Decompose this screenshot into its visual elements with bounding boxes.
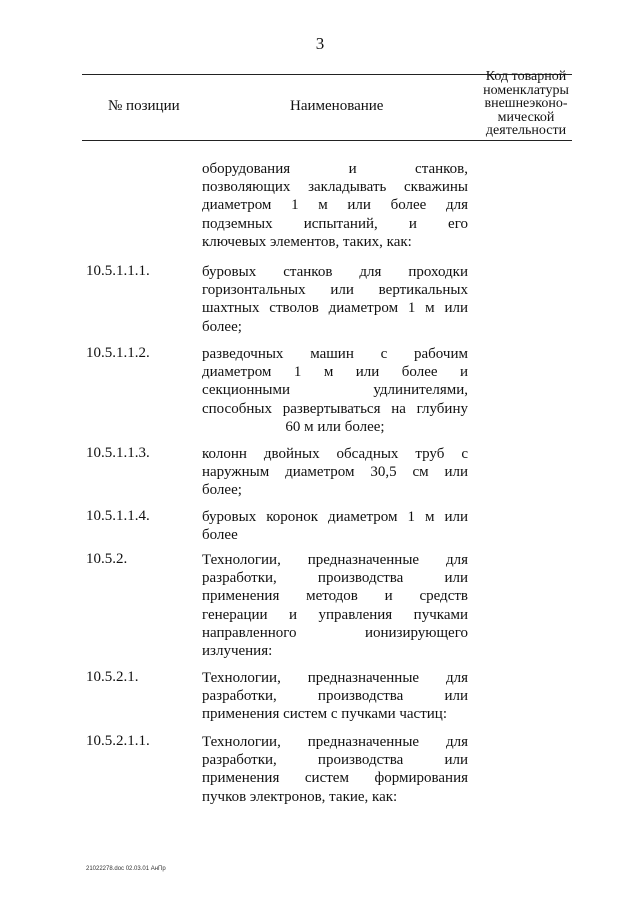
- row-text-line: оборудования и станков,: [202, 161, 468, 177]
- row-position-number: 10.5.2.1.1.: [86, 733, 150, 749]
- row-text-line: шахтных стволов диаметром 1 м или: [202, 300, 468, 317]
- row-text-line: диаметром 1 м или более и: [202, 364, 468, 381]
- row-text-line: пучков электронов, такие, как:: [202, 788, 398, 805]
- row-text-line: излучения:: [202, 642, 273, 659]
- row-name-text: [202, 508, 468, 544]
- row-position-number: 10.5.1.1.4.: [86, 508, 150, 524]
- row-name-text: [202, 160, 468, 251]
- row-position-number: 10.5.1.1.1.: [86, 263, 150, 279]
- row-text-line: подземных испытаний, и его: [202, 215, 468, 232]
- row-position-number: 10.5.2.1.: [86, 669, 139, 685]
- row-name-text: [202, 669, 468, 724]
- row-text-line: применения методов и средств: [202, 588, 468, 605]
- row-text-line: ключевых элементов, таких, как:: [202, 233, 412, 250]
- header-code-label: [478, 70, 574, 138]
- header-bottom-rule: [82, 140, 572, 141]
- row-text-line: колонн двойных обсадных труб с: [202, 446, 468, 462]
- row-text-line: направленного ионизирующего: [202, 624, 468, 641]
- row-text-line: 60 м или более;: [285, 418, 385, 435]
- row-text-line: способных развертываться на глубину: [202, 400, 468, 417]
- row-text-line: разработки, производства или: [202, 688, 468, 705]
- row-text-line: наружным диаметром 30,5 см или: [202, 464, 468, 481]
- row-text-line: секционными удлинителями,: [202, 382, 468, 399]
- row-text-line: позволяющих закладывать скважины: [202, 179, 468, 196]
- row-position-number: 10.5.1.1.3.: [86, 445, 150, 461]
- header-code-line: мической: [497, 109, 555, 125]
- row-text-line: буровых станков для проходки: [202, 264, 468, 280]
- header-name-label: Наименование: [290, 98, 384, 114]
- row-position-number: 10.5.2.: [86, 551, 128, 567]
- row-text-line: Технологии, предназначенные для: [202, 734, 468, 750]
- row-name-text: [202, 263, 468, 336]
- row-text-line: более;: [202, 318, 242, 335]
- row-text-line: разработки, производства или: [202, 570, 468, 587]
- header-code-line: деятельности: [485, 123, 567, 138]
- row-text-line: применения систем с пучками частиц:: [202, 706, 447, 723]
- row-text-line: Технологии, предназначенные для: [202, 552, 468, 568]
- row-text-line: разведочных машин с рабочим: [202, 346, 468, 362]
- footer-doc-id: 21022278.doc 02.03.01 АнПр: [86, 866, 166, 872]
- row-text-line: горизонтальных или вертикальных: [202, 282, 468, 299]
- row-position-number: 10.5.1.1.2.: [86, 345, 150, 361]
- row-name-text: [202, 551, 468, 660]
- row-name-text: [202, 445, 468, 500]
- row-text-line: Технологии, предназначенные для: [202, 670, 468, 686]
- page-number: 3: [315, 34, 325, 53]
- row-text-line: применения систем формирования: [202, 770, 468, 787]
- row-text-line: разработки, производства или: [202, 752, 468, 769]
- header-code-line: номенклатуры: [483, 82, 569, 98]
- row-text-line: более;: [202, 482, 242, 499]
- header-position-label: № позиции: [108, 98, 180, 114]
- header-code-line: внешнеэконо-: [484, 96, 568, 111]
- row-text-line: буровых коронок диаметром 1 м или: [202, 509, 468, 525]
- row-name-text: [202, 345, 468, 436]
- row-text-line: генерации и управления пучками: [202, 606, 468, 623]
- header-code-line: Код товарной: [485, 69, 567, 84]
- row-text-line: более: [202, 527, 238, 544]
- row-text-line: диаметром 1 м или более для: [202, 197, 468, 214]
- row-name-text: [202, 733, 468, 806]
